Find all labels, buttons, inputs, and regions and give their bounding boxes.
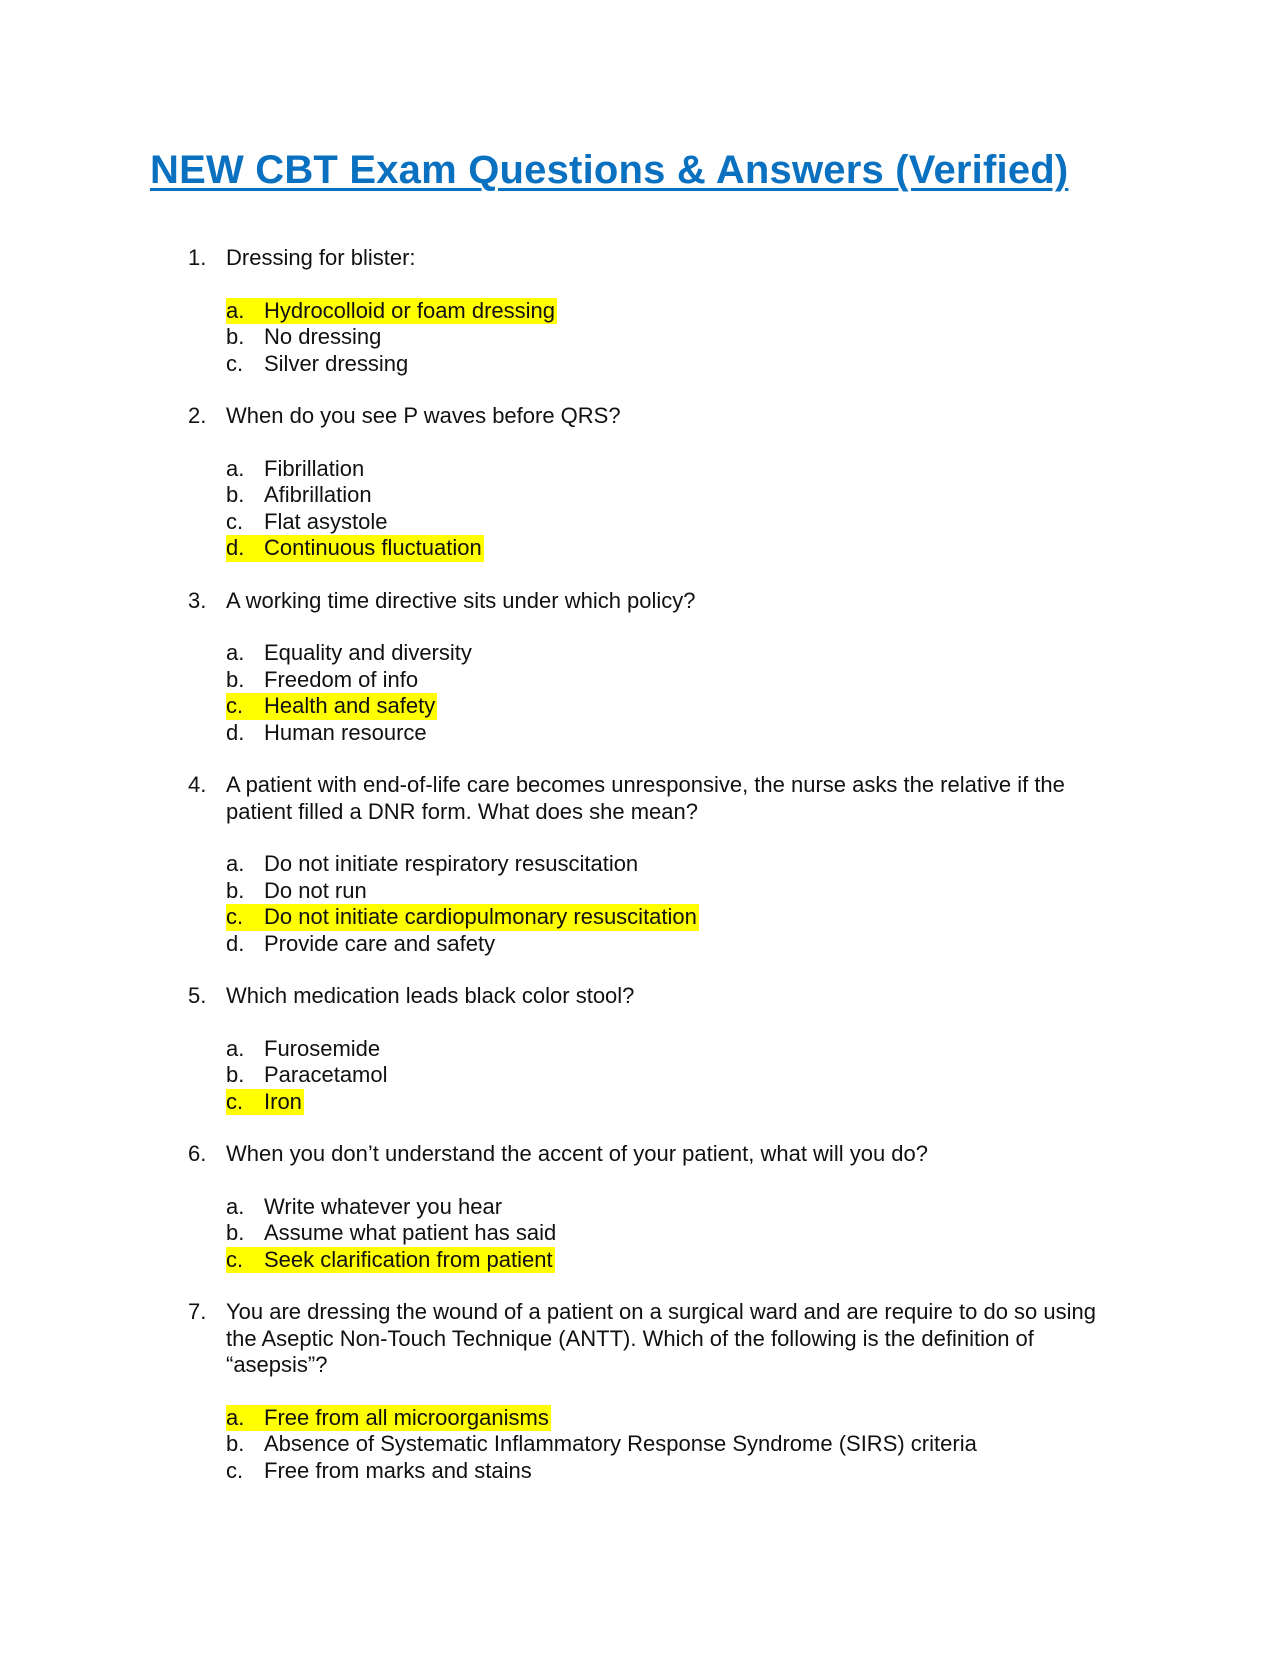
question-stem [0, 1141, 1126, 1168]
question-stem [0, 588, 1126, 615]
option-letter: d. [226, 535, 245, 560]
question-number: 4. [188, 772, 207, 797]
option-letter: a. [226, 297, 245, 323]
question-number: 3. [188, 587, 207, 613]
question-number: 7. [188, 1299, 207, 1324]
option-letter: c. [226, 1246, 244, 1272]
option-letter: d. [226, 719, 245, 745]
answer-text-wrap [226, 1220, 558, 1247]
answer-text-wrap [226, 640, 474, 667]
question-text: When you don’t understand the accent of your patient, what will you do? [226, 1141, 928, 1166]
highlighted-answer [226, 1247, 555, 1274]
question-item [0, 588, 1280, 747]
answer-option [0, 509, 1280, 536]
option-letter: b. [226, 324, 245, 349]
option-text: Do not initiate respiratory resuscitation [264, 851, 639, 876]
option-letter: a. [226, 1404, 245, 1430]
highlighted-answer [226, 1089, 304, 1116]
answer-option [0, 1062, 1280, 1089]
option-letter: a. [226, 1193, 245, 1219]
question-text: When do you see P waves before QRS? [226, 403, 621, 428]
answer-option [0, 640, 1280, 667]
answer-option [0, 324, 1280, 351]
option-text: Free from all microorganisms [264, 1404, 549, 1430]
answer-option [0, 456, 1280, 483]
answer-option [0, 878, 1280, 905]
option-letter: a. [226, 851, 245, 876]
option-text: Afibrillation [264, 482, 372, 507]
answer-option [0, 720, 1280, 747]
option-text: Continuous fluctuation [264, 535, 482, 560]
option-letter: c. [226, 508, 244, 534]
answer-option [0, 1194, 1280, 1221]
answer-option [0, 667, 1280, 694]
question-item [0, 983, 1280, 1115]
answer-text-wrap [226, 878, 369, 905]
highlighted-answer [226, 1405, 551, 1432]
question-number: 6. [188, 1141, 207, 1166]
option-text: Paracetamol [264, 1062, 388, 1087]
highlighted-answer [226, 904, 699, 931]
answer-text-wrap [226, 1194, 504, 1221]
answer-option-correct [0, 1247, 1280, 1274]
option-letter: b. [226, 1431, 245, 1456]
option-text: Do not run [264, 877, 367, 903]
answer-option-correct [0, 1405, 1280, 1432]
option-text: Provide care and safety [264, 930, 496, 956]
question-stem [0, 245, 1126, 272]
option-text: Fibrillation [264, 455, 365, 481]
answer-option [0, 931, 1280, 958]
question-text: You are dressing the wound of a patient on a surgical ward and are require to do so using the Aseptic Non-Touch Technique (ANTT). Which of the following is the definition of “asepsis”? [226, 1299, 1096, 1377]
option-letter: c. [226, 1457, 244, 1483]
question-text: A working time directive sits under which policy? [226, 587, 696, 613]
option-text: Equality and diversity [264, 640, 472, 665]
answer-text-wrap [226, 1036, 382, 1063]
question-stem [0, 772, 1126, 825]
answer-text-wrap [226, 1431, 979, 1458]
answer-option-correct [0, 904, 1280, 931]
answer-option-correct [0, 1089, 1280, 1116]
answer-option-correct [0, 693, 1280, 720]
option-text: Human resource [264, 719, 427, 745]
question-list [0, 245, 1280, 1510]
option-letter: c. [226, 350, 244, 376]
question-text: Dressing for blister: [226, 245, 416, 270]
question-item [0, 1141, 1280, 1273]
option-text: Do not initiate cardiopulmonary resuscitation [264, 904, 697, 929]
option-letter: a. [226, 1035, 245, 1061]
option-letter: b. [226, 666, 245, 692]
highlighted-answer [226, 298, 557, 325]
question-stem [0, 1299, 1126, 1379]
question-number: 2. [188, 403, 207, 428]
answer-option [0, 351, 1280, 378]
option-text: Seek clarification from patient [264, 1246, 553, 1272]
answer-options [0, 640, 1280, 746]
question-stem [0, 983, 1126, 1010]
answer-option [0, 1431, 1280, 1458]
answer-options [0, 298, 1280, 378]
question-item [0, 1299, 1280, 1484]
option-text: Flat asystole [264, 508, 388, 534]
answer-text-wrap [226, 1458, 534, 1485]
question-number: 5. [188, 983, 207, 1008]
option-text: Freedom of info [264, 666, 419, 692]
answer-options [0, 1036, 1280, 1116]
answer-text-wrap [226, 931, 497, 958]
answer-options [0, 456, 1280, 562]
answer-text-wrap [226, 720, 429, 747]
option-letter: b. [226, 877, 245, 903]
answer-option [0, 851, 1280, 878]
question-item [0, 403, 1280, 562]
answer-text-wrap [226, 851, 640, 878]
answer-option-correct [0, 298, 1280, 325]
question-item [0, 772, 1280, 957]
question-number: 1. [188, 245, 207, 270]
question-text: Which medication leads black color stool? [226, 983, 635, 1008]
question-item [0, 245, 1280, 377]
option-letter: b. [226, 1062, 245, 1087]
answer-text-wrap [226, 324, 383, 351]
answer-text-wrap [226, 456, 366, 483]
question-stem [0, 403, 1126, 430]
option-text: Furosemide [264, 1035, 381, 1061]
option-text: Write whatever you hear [264, 1193, 503, 1219]
answer-text-wrap [226, 509, 390, 536]
option-letter: c. [226, 904, 244, 929]
option-text: Free from marks and stains [264, 1457, 532, 1483]
page-title: NEW CBT Exam Questions & Answers (Verified) [150, 148, 1069, 192]
option-letter: b. [226, 482, 245, 507]
option-letter: d. [226, 930, 245, 956]
option-letter: c. [226, 693, 244, 718]
answer-text-wrap [226, 667, 420, 694]
answer-text-wrap [226, 351, 410, 378]
option-text: Absence of Systematic Inflammatory Response Syndrome (SIRS) criteria [264, 1431, 977, 1456]
answer-options [0, 1194, 1280, 1274]
option-letter: a. [226, 640, 245, 665]
option-letter: a. [226, 455, 245, 481]
answer-options [0, 851, 1280, 957]
option-text: Hydrocolloid or foam dressing [264, 297, 556, 323]
option-text: Assume what patient has said [264, 1220, 557, 1245]
answer-option [0, 482, 1280, 509]
highlighted-answer [226, 693, 437, 720]
answer-option-correct [0, 535, 1280, 562]
option-letter: b. [226, 1220, 245, 1245]
option-text: Iron [264, 1088, 302, 1114]
option-text: No dressing [264, 324, 382, 349]
option-letter: c. [226, 1088, 244, 1114]
option-text: Health and safety [264, 693, 436, 718]
answer-text-wrap [226, 482, 374, 509]
answer-option [0, 1458, 1280, 1485]
answer-text-wrap [226, 1062, 390, 1089]
answer-option [0, 1036, 1280, 1063]
answer-option [0, 1220, 1280, 1247]
option-text: Silver dressing [264, 350, 409, 376]
question-text: A patient with end-of-life care becomes unresponsive, the nurse asks the relative if the patient filled a DNR form. What does she mean? [226, 772, 1065, 824]
answer-options [0, 1405, 1280, 1485]
highlighted-answer [226, 535, 484, 562]
